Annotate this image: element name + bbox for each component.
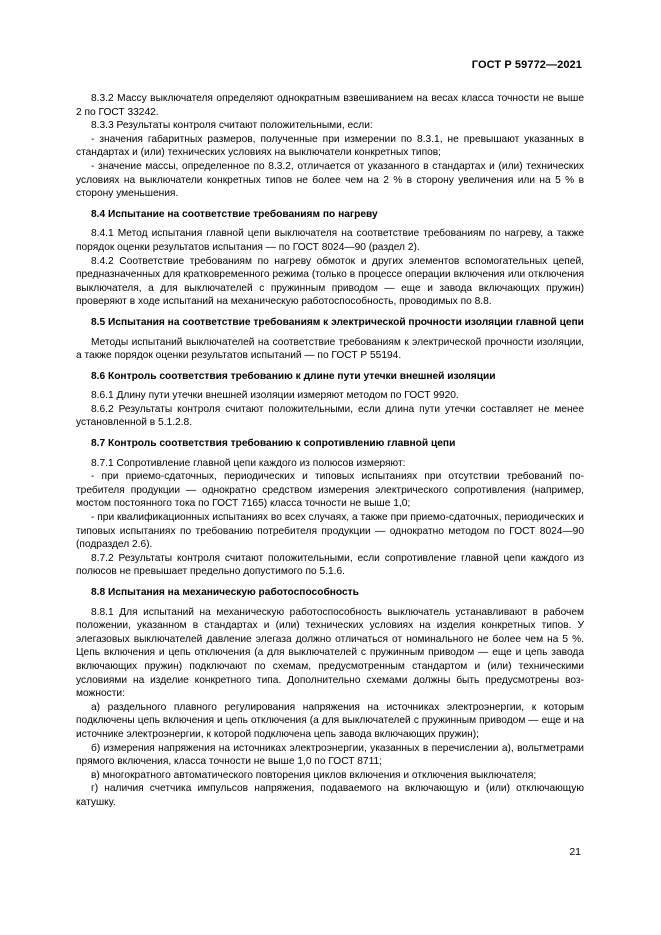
paragraph-8-7-2: 8.7.2 Результаты контроля считают положительными, если сопротивление главной цепи каждого из полюсов не превышает предельно допустимого по 5.1.6. <box>76 552 584 578</box>
list-item-b: б) измерения напряжения на источниках электроэнергии, указанных в перечислении а), вольтметрами прямого включения, класса точности не выше 1,0 по ГОСТ 8711; <box>76 742 584 768</box>
paragraph-8-5: Методы испытаний выключателей на соответствие требованиям к электрической прочности изоляции, а также порядок оценки результатов испытаний — по ГОСТ Р 55194. <box>76 336 584 362</box>
paragraph-8-7-1: 8.7.1 Сопротивление главной цепи каждого из полюсов измеряют: <box>91 457 406 469</box>
section-heading-8-6: 8.6 Контроль соответствия требованию к длине пути утечки внешней изоляции <box>91 370 496 382</box>
list-item-acceptance-tests: - при приемо-сдаточных, периодических и типовых испытаниях при отсутствии требований потребителя продукции — однократно средством измерения электрического сопротивления (например, мостом постоянного тока по ГОСТ 7165) класса точности не выше 1,0; <box>76 471 584 510</box>
section-heading-8-4: 8.4 Испытание на соответствие требованиям по нагреву <box>91 208 378 220</box>
paragraph-8-4-1: 8.4.1 Метод испытания главной цепи выключателя на соответствие требованиям по нагреву, а также порядок оценки результатов испытания — по ГОСТ 8024—90 (раздел 2). <box>76 228 584 253</box>
document-body <box>76 92 584 810</box>
paragraph-8-6-1: 8.6.1 Длину пути утечки внешней изоляции измеряют методом по ГОСТ 9920. <box>91 390 459 402</box>
list-item-qualification-tests: - при квалификационных испытаниях во всех случаях, а также при приемо-сдаточных, периодических и типовых испытаниях по требованию потребителя продукции — однократно методом по ГОСТ 8024—90 (подраздел 2.6). <box>76 512 584 551</box>
paragraph-8-8-1: 8.8.1 Для испытаний на механическую работоспособность выключатель устанавливают в рабочем положении, указанном в стандартах и (или) технических условиях на изделия конкретных типов. У элегазовых выключателей давление элегаза должно отличаться от номинального не более чем на 5 %. Цепь включения и цепь отключения (а для выключателей с пружинным приводом — еще и цепь завода включающих пружин) подключают по схемам, предусмотренным стандартом и (или) техническими условиями на изделие конкретного типа. Дополнительно схемами должны быть предусмотрены возможности: <box>76 606 584 700</box>
section-heading-8-8: 8.8 Испытания на механическую работоспособность <box>91 587 359 598</box>
page-number: 21 <box>569 846 581 858</box>
paragraph-8-4-2: 8.4.2 Соответствие требованиям по нагреву обмоток и других элементов вспомогательных цепей, предназначенных для кратковременного режима (только в процессе операции включения или отключения выключателя, а для выключателей с пружинным приводом — еще и завода включающих пружин) проверяют в ходе испытаний на механическую работоспособность, проводимых по 8.8. <box>76 255 584 308</box>
list-item-v: в) многократного автоматического повторения циклов включения и отключения выключателя; <box>91 769 537 781</box>
paragraph-8-3-2: 8.3.2 Массу выключателя определяют однократным взвешиванием на весах класса точности не выше 2 по ГОСТ 33242. <box>76 93 584 118</box>
paragraph-8-3-3: 8.3.3 Результаты контроля считают положительными, если: <box>91 120 373 132</box>
document-code-header: ГОСТ Р 59772—2021 <box>471 59 582 71</box>
list-item-g: г) наличия счетчика импульсов напряжения, подаваемого на включающую и (или) отключающую катушку. <box>76 783 584 808</box>
list-item-a: а) раздельного плавного регулирования напряжения на источниках электроэнергии, к которым подключены цепь включения и цепь отключения (а для выключателей с пружинным приводом — еще и на источнике электроэнергии, к которой подключена цепь завода включающих пружин); <box>76 701 584 740</box>
paragraph-8-6-2: 8.6.2 Результаты контроля считают положительными, если длина пути утечки составляет не менее установленной в 5.1.2.8. <box>76 403 584 429</box>
list-item-mass: - значение массы, определенное по 8.3.2, отличается от указанного в стандартах и (или) технических условиях на выключатели конкретных типов не более чем на 2 % в сторону увеличения или на 5 % в сторону уменьшения. <box>76 160 584 200</box>
list-item-dimensions: - значения габаритных размеров, полученные при измерении по 8.3.1, не превышают указанных в стандартах и (или) технических условиях на выключатели конкретных типов; <box>76 133 584 159</box>
section-heading-8-7: 8.7 Контроль соответствия требованию к сопротивлению главной цепи <box>91 438 456 450</box>
section-heading-8-5: 8.5 Испытания на соответствие требованиям к электрической прочности изоляции главной цепи <box>91 316 584 328</box>
